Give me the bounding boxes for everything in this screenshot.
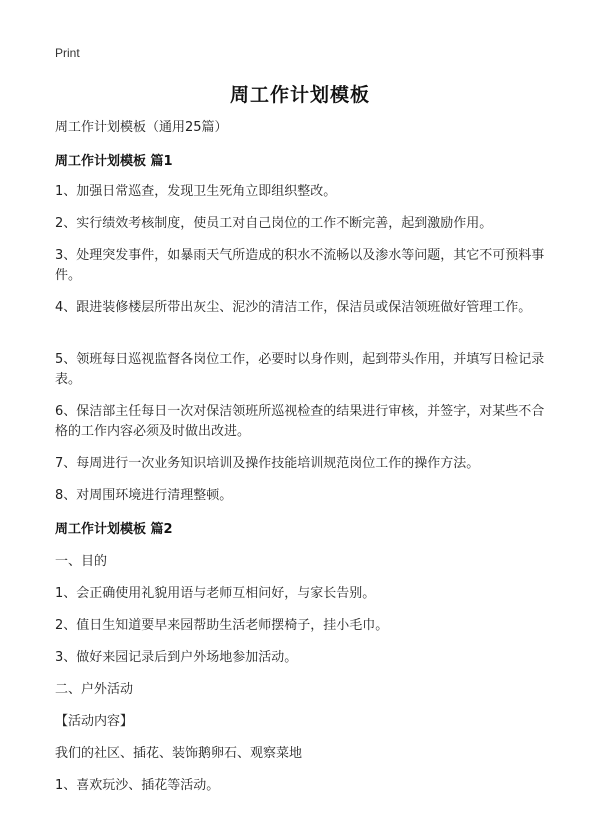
list-item: 5、领班每日巡视监督各岗位工作，必要时以身作则，起到带头作用，并填写日检记录表。 — [55, 352, 545, 387]
section-heading-1: 周工作计划模板 篇1 — [55, 154, 173, 169]
list-item: 8、对周围环境进行清理整顿。 — [55, 488, 233, 503]
print-label: Print — [55, 46, 80, 60]
section-heading-2: 周工作计划模板 篇2 — [55, 522, 173, 537]
intro-line: 周工作计划模板（通用25篇） — [55, 120, 228, 135]
activity-text: 我们的社区、插花、装饰鹅卵石、观察菜地 — [55, 746, 303, 761]
subheading-outdoor: 二、户外活动 — [55, 682, 134, 697]
list-item: 1、会正确使用礼貌用语与老师互相问好，与家长告别。 — [55, 586, 376, 601]
activity-label: 【活动内容】 — [55, 714, 134, 729]
document-title: 周工作计划模板 — [229, 84, 370, 106]
list-item: 6、保洁部主任每日一次对保洁领班所巡视检查的结果进行审核，并签字，对某些不合格的工作内容必须及时做出改进。 — [55, 404, 545, 439]
subheading-goal: 一、目的 — [55, 554, 108, 569]
list-item: 2、实行绩效考核制度，使员工对自己岗位的工作不断完善，起到激励作用。 — [55, 216, 493, 231]
list-item: 1、喜欢玩沙、插花等活动。 — [55, 778, 220, 793]
list-item: 1、加强日常巡查，发现卫生死角立即组织整改。 — [55, 184, 337, 199]
list-item: 3、做好来园记录后到户外场地参加活动。 — [55, 650, 298, 665]
document-body — [55, 118, 545, 796]
list-item: 4、跟进装修楼层所带出灰尘、泥沙的清洁工作，保洁员或保洁领班做好管理工作。 — [55, 300, 532, 315]
list-item: 2、值日生知道要早来园帮助生活老师摆椅子，挂小毛巾。 — [55, 618, 389, 633]
list-item: 7、每周进行一次业务知识培训及操作技能培训规范岗位工作的操作方法。 — [55, 456, 480, 471]
list-item: 3、处理突发事件，如暴雨天气所造成的积水不流畅以及渗水等问题，其它不可预料事件。 — [55, 248, 545, 283]
